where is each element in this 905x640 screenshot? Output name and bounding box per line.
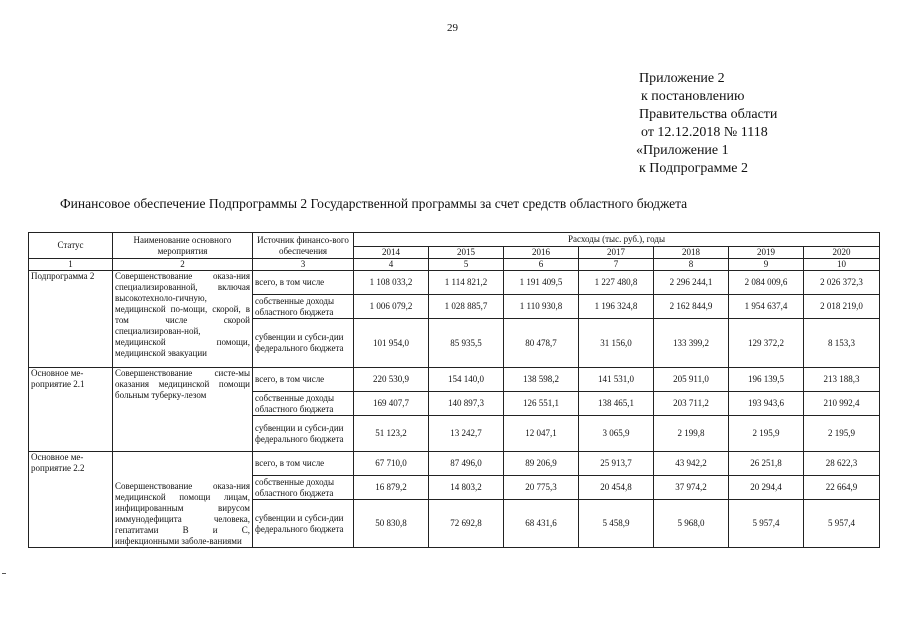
value-cell: 2 195,9 — [804, 416, 880, 452]
status-cell: Основное ме-роприятие 2.1 — [29, 368, 113, 452]
value-cell: 50 830,8 — [354, 500, 429, 548]
value-cell: 2 084 009,6 — [729, 271, 804, 295]
event-cell: Совершенствование систе-мы оказания медицинской помощи больным туберку-лезом — [113, 368, 253, 452]
header-status: Статус — [29, 233, 113, 259]
source-cell: всего, в том числе — [253, 368, 354, 392]
value-cell: 87 496,0 — [429, 452, 504, 476]
index-cell: 4 — [354, 259, 429, 271]
value-cell: 203 711,2 — [654, 392, 729, 416]
value-cell: 80 478,7 — [504, 319, 579, 368]
value-cell: 2 162 844,9 — [654, 295, 729, 319]
header-year: 2016 — [504, 247, 579, 259]
value-cell: 3 065,9 — [579, 416, 654, 452]
header-year: 2019 — [729, 247, 804, 259]
index-cell: 6 — [504, 259, 579, 271]
value-cell: 213 188,3 — [804, 368, 880, 392]
header-expenses: Расходы (тыс. руб.), годы — [354, 233, 880, 247]
header-year: 2020 — [804, 247, 880, 259]
appendix-line-5: «Приложение 1 — [636, 143, 729, 158]
header-year: 2015 — [429, 247, 504, 259]
source-cell: всего, в том числе — [253, 271, 354, 295]
status-cell: Подпрограмма 2 — [29, 271, 113, 368]
value-cell: 2 018 219,0 — [804, 295, 880, 319]
index-row — [29, 259, 880, 271]
value-cell: 169 407,7 — [354, 392, 429, 416]
index-cell: 7 — [579, 259, 654, 271]
source-cell: субвенции и субси-дии федерального бюджета — [253, 416, 354, 452]
value-cell: 210 992,4 — [804, 392, 880, 416]
value-cell: 141 531,0 — [579, 368, 654, 392]
event-cell: Совершенствование оказа-ния специализированной, включая высокотехноло-гичную, медицинской по-мощи, скорой, в том числе скорой специализирован-ной, медицинской помощи, медицинской эвакуации — [113, 271, 253, 368]
source-cell: собственные доходы областного бюджета — [253, 295, 354, 319]
source-cell: всего, в том числе — [253, 452, 354, 476]
value-cell: 101 954,0 — [354, 319, 429, 368]
value-cell: 205 911,0 — [654, 368, 729, 392]
source-cell: субвенции и субси-дии федерального бюджета — [253, 500, 354, 548]
financing-table — [28, 232, 880, 548]
value-cell: 31 156,0 — [579, 319, 654, 368]
value-cell: 1 114 821,2 — [429, 271, 504, 295]
value-cell: 43 942,2 — [654, 452, 729, 476]
value-cell: 2 296 244,1 — [654, 271, 729, 295]
header-source: Источник финансо-вого обеспечения — [253, 233, 354, 259]
index-cell: 1 — [29, 259, 113, 271]
value-cell: 13 242,7 — [429, 416, 504, 452]
appendix-block — [636, 70, 777, 178]
value-cell: 67 710,0 — [354, 452, 429, 476]
value-cell: 89 206,9 — [504, 452, 579, 476]
index-cell: 8 — [654, 259, 729, 271]
value-cell: 85 935,5 — [429, 319, 504, 368]
value-cell: 72 692,8 — [429, 500, 504, 548]
appendix-line-4: от 12.12.2018 № 1118 — [641, 125, 768, 140]
value-cell: 12 047,1 — [504, 416, 579, 452]
value-cell: 2 199,8 — [654, 416, 729, 452]
value-cell: 68 431,6 — [504, 500, 579, 548]
value-cell: 5 458,9 — [579, 500, 654, 548]
value-cell: 220 530,9 — [354, 368, 429, 392]
index-cell: 2 — [113, 259, 253, 271]
margin-mark — [2, 573, 6, 574]
value-cell: 5 957,4 — [729, 500, 804, 548]
value-cell: 1 006 079,2 — [354, 295, 429, 319]
value-cell: 133 399,2 — [654, 319, 729, 368]
value-cell: 8 153,3 — [804, 319, 880, 368]
value-cell: 126 551,1 — [504, 392, 579, 416]
value-cell: 1 227 480,8 — [579, 271, 654, 295]
appendix-line-6: к Подпрограмме 2 — [639, 161, 749, 176]
table-row — [29, 271, 880, 295]
value-cell: 2 195,9 — [729, 416, 804, 452]
value-cell: 20 775,3 — [504, 476, 579, 500]
appendix-line-1: Приложение 2 — [639, 71, 725, 86]
document-title: Финансовое обеспечение Подпрограммы 2 Государственной программы за счет средств областного бюджета — [60, 196, 688, 211]
index-cell: 9 — [729, 259, 804, 271]
source-cell: субвенции и субси-дии федерального бюджета — [253, 319, 354, 368]
header-year: 2017 — [579, 247, 654, 259]
value-cell: 140 897,3 — [429, 392, 504, 416]
value-cell: 5 957,4 — [804, 500, 880, 548]
index-cell: 5 — [429, 259, 504, 271]
value-cell: 138 598,2 — [504, 368, 579, 392]
value-cell: 37 974,2 — [654, 476, 729, 500]
value-cell: 1 196 324,8 — [579, 295, 654, 319]
value-cell: 1 954 637,4 — [729, 295, 804, 319]
table-row — [29, 452, 880, 476]
source-cell: собственные доходы областного бюджета — [253, 392, 354, 416]
event-cell: Совершенствование оказа-ния медицинской помощи лицам, инфицированным вирусом иммунодефицита человека, гепатитами B и C, инфекционными заболе-ваниями — [113, 452, 253, 548]
value-cell: 2 026 372,3 — [804, 271, 880, 295]
value-cell: 196 139,5 — [729, 368, 804, 392]
value-cell: 1 191 409,5 — [504, 271, 579, 295]
value-cell: 20 294,4 — [729, 476, 804, 500]
header-year: 2018 — [654, 247, 729, 259]
index-cell: 10 — [804, 259, 880, 271]
value-cell: 154 140,0 — [429, 368, 504, 392]
status-cell: Основное ме-роприятие 2.2 — [29, 452, 113, 548]
value-cell: 14 803,2 — [429, 476, 504, 500]
header-event: Наименование основного мероприятия — [113, 233, 253, 259]
value-cell: 20 454,8 — [579, 476, 654, 500]
index-cell: 3 — [253, 259, 354, 271]
value-cell: 28 622,3 — [804, 452, 880, 476]
value-cell: 22 664,9 — [804, 476, 880, 500]
value-cell: 1 028 885,7 — [429, 295, 504, 319]
value-cell: 138 465,1 — [579, 392, 654, 416]
value-cell: 1 108 033,2 — [354, 271, 429, 295]
source-cell: собственные доходы областного бюджета — [253, 476, 354, 500]
value-cell: 51 123,2 — [354, 416, 429, 452]
header-year: 2014 — [354, 247, 429, 259]
value-cell: 5 968,0 — [654, 500, 729, 548]
value-cell: 1 110 930,8 — [504, 295, 579, 319]
value-cell: 129 372,2 — [729, 319, 804, 368]
page-number: 29 — [447, 22, 458, 34]
table-row — [29, 368, 880, 392]
appendix-line-2: к постановлению — [641, 89, 745, 104]
value-cell: 16 879,2 — [354, 476, 429, 500]
value-cell: 26 251,8 — [729, 452, 804, 476]
value-cell: 193 943,6 — [729, 392, 804, 416]
appendix-line-3: Правительства области — [639, 107, 778, 122]
value-cell: 25 913,7 — [579, 452, 654, 476]
